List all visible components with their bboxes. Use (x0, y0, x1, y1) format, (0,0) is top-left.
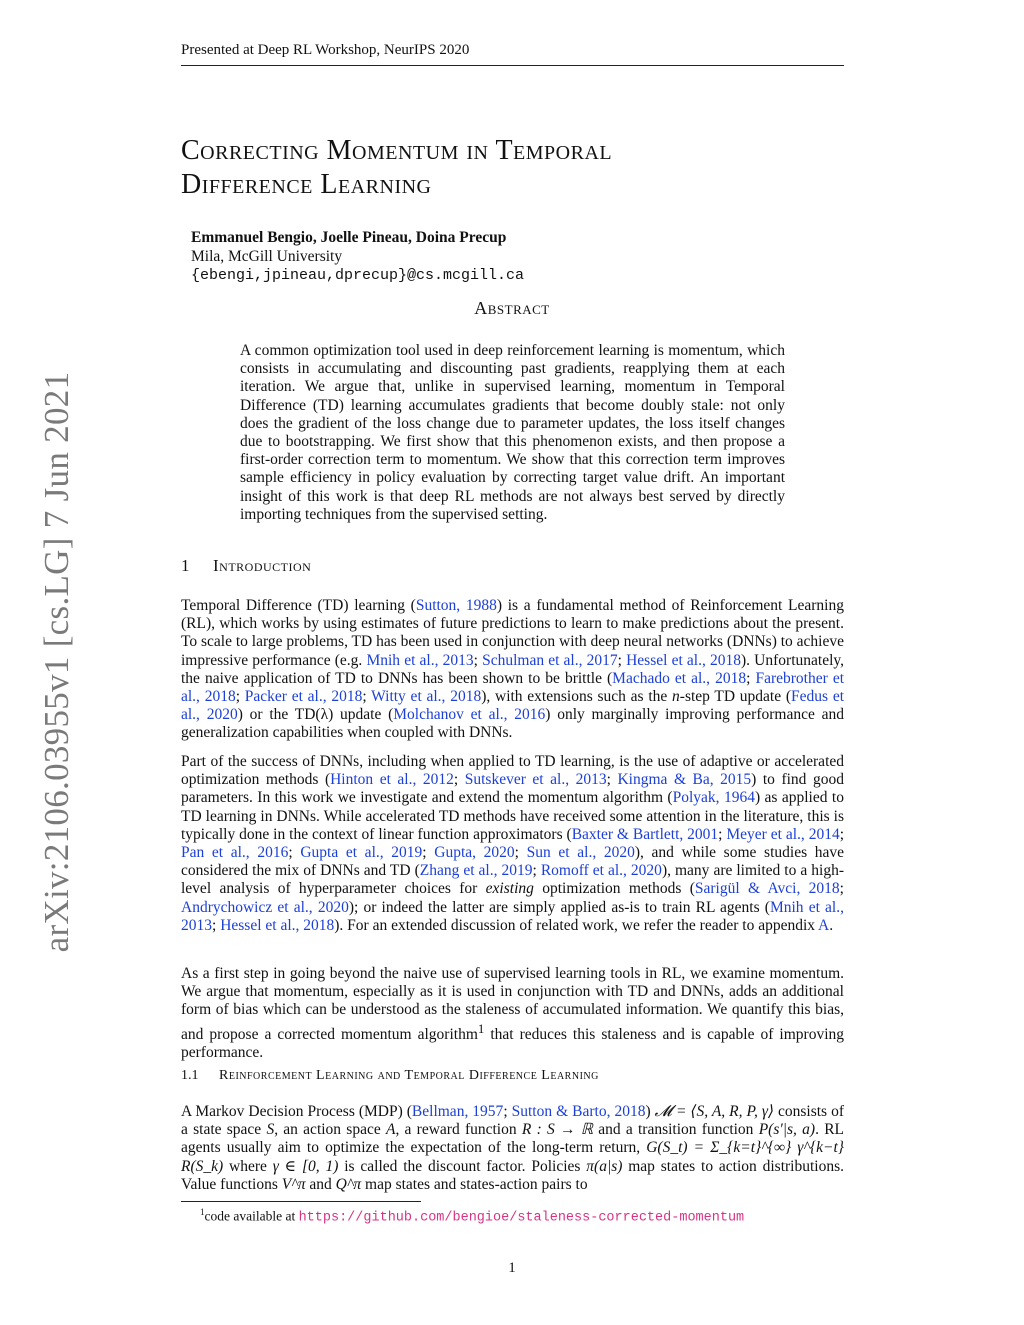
math-inline: γ ∈ [0, 1) (272, 1157, 339, 1175)
citation-link[interactable]: Bellman, 1957 (411, 1103, 504, 1120)
citation-link[interactable]: Sutton & Barto, 2018 (511, 1103, 646, 1120)
math-inline: G(S_t) = Σ_{k=t}^{∞} γ^{k−t} R(S_k) (181, 1139, 844, 1175)
citation-link[interactable]: Molchanov et al., 2016 (393, 706, 546, 724)
citation-link[interactable]: Gupta, 2020 (434, 844, 515, 862)
subsection-heading (181, 1068, 599, 1084)
title-line-2: Difference Learning (181, 169, 432, 200)
math-inline: R : S → ℝ (521, 1121, 593, 1139)
intro-paragraph-2: Part of the success of DNNs, including when applied to TD learning, is the use of adaptive or accelerated optimization methods (Hinton et al., 2012; Sutskever et al., 2013; Kingma & Ba, 2015) to find good parameters. In this work we investigate and extend the momentum algorithm (Polyak, 1964) as applied to TD learning in DNNs. While accelerated TD methods have received some attention in the literature, this is typically done in the context of linear function approximators (Baxter & Bartlett, 2001; Meyer et al., 2014; Pan et al., 2016; Gupta et al., 2019; Gupta, 2020; Sun et al., 2020), and while some studies have considered the mix of DNNs and TD (Zhang et al., 2019; Romoff et al., 2020), many are limited to a high-level analysis of hyperparameter choices for existing optimization methods (Sarigül & Avci, 2018; Andrychowicz et al., 2020); or indeed the latter are simply applied as-is to train RL agents (Mnih et al., 2013; Hessel et al., 2018). For an extended discussion of related work, we refer the reader to appendix A. (181, 753, 845, 934)
math-inline: V^π (281, 1175, 306, 1193)
footnote-marker[interactable]: 1 (477, 1020, 485, 1036)
citation-link[interactable]: Polyak, 1964 (672, 789, 755, 807)
venue-header: Presented at Deep RL Workshop, NeurIPS 2020 (181, 42, 844, 66)
citation-link[interactable]: Baxter & Bartlett, 2001 (571, 825, 719, 843)
citation-link[interactable]: Machado et al., 2018 (612, 669, 747, 687)
abstract-text: A common optimization tool used in deep reinforcement learning is momentum, which consists in accumulating and discounting past gradients, reapplying them at each iteration. We argue that, unlike in supervised learning, momentum in Temporal Difference (TD) learning accumulates gradients that become doubly stale: not only does the gradient of the loss change due to parameter updates, the loss itself changes due to bootstrapping. We first show that this phenomenon exists, and then propose a first-order correction term to momentum. We show that this correction term improves sample efficiency in policy evaluation by correcting target value drift. An important insight of this work is that deep RL methods are not always best served by directly importing techniques from the supervised setting. (240, 342, 785, 523)
footnote-mark: 1 (200, 1207, 205, 1217)
citation-link[interactable]: Zhang et al., 2019 (419, 862, 533, 880)
math-inline: S (266, 1121, 275, 1139)
citation-link[interactable]: Schulman et al., 2017 (482, 651, 618, 669)
code-url-link[interactable]: https://github.com/bengioe/staleness-corrected-momentum (298, 1210, 745, 1226)
citation-link[interactable]: Gupta et al., 2019 (300, 844, 423, 862)
citation-link[interactable]: Kingma & Ba, 2015 (617, 771, 752, 789)
citation-link[interactable]: Fedus et al., 2020 (181, 688, 845, 724)
subsection-number: 1.1 (181, 1068, 199, 1083)
section-title: Introduction (213, 556, 312, 575)
footnote (200, 1207, 744, 1226)
citation-link[interactable]: Sutskever et al., 2013 (464, 771, 607, 789)
citation-link[interactable]: Hessel et al., 2018 (220, 916, 335, 934)
citation-link[interactable]: Pan et al., 2016 (181, 844, 289, 862)
author-block (191, 228, 524, 285)
citation-link[interactable]: Hessel et al., 2018 (626, 651, 741, 669)
title-line-1: Correcting Momentum in Temporal (181, 135, 613, 166)
affiliation: Mila, McGill University (191, 248, 343, 265)
appendix-link[interactable]: A (818, 916, 830, 934)
math-inline: n (672, 688, 680, 706)
emphasis: existing (485, 880, 534, 898)
intro-paragraph-1: Temporal Difference (TD) learning (Sutton, 1988) is a fundamental method of Reinforcement Learning (RL), which works by using estimates of future predictions to learn to make predictions about the present. To scale to large problems, TD has been used in conjunction with deep neural networks (DNNs) to achieve impressive performance (e.g. Mnih et al., 2013; Schulman et al., 2017; Hessel et al., 2018). Unfortunately, the naive application of TD to DNNs has been shown to be brittle (Machado et al., 2018; Farebrother et al., 2018; Packer et al., 2018; Witty et al., 2018), with extensions such as the n-step TD update (Fedus et al., 2020) or the TD(λ) update (Molchanov et al., 2016) only marginally improving performance and generalization capabilities when coupled with DNNs. (181, 597, 845, 742)
citation-link[interactable]: Witty et al., 2018 (371, 688, 482, 706)
citation-link[interactable]: Meyer et al., 2014 (726, 825, 840, 843)
math-inline: A (385, 1121, 396, 1139)
section-heading-introduction (181, 556, 311, 576)
footnote-divider (181, 1201, 421, 1202)
page-number: 1 (508, 1260, 516, 1276)
subsection-title: Reinforcement Learning and Temporal Difference Learning (219, 1068, 599, 1083)
citation-link[interactable]: Mnih et al., 2013 (366, 651, 474, 669)
abstract-heading: Abstract (474, 298, 550, 318)
math-inline: 𝓜 = ⟨S, A, R, P, γ⟩ (654, 1103, 774, 1120)
math-inline: Q^π (335, 1175, 362, 1193)
author-emails: {ebengi,jpineau,dprecup}@cs.mcgill.ca (191, 267, 525, 284)
footnote-text: code available at (204, 1208, 299, 1224)
author-names: Emmanuel Bengio, Joelle Pineau, Doina Precup (191, 229, 507, 246)
citation-link[interactable]: Sutton, 1988 (415, 597, 497, 614)
citation-link[interactable]: Packer et al., 2018 (244, 688, 363, 706)
citation-link[interactable]: Hinton et al., 2012 (330, 771, 454, 789)
paper-title (181, 134, 844, 202)
citation-link[interactable]: Sarigül & Avci, 2018 (694, 880, 840, 898)
citation-link[interactable]: Mnih et al., 2013 (181, 898, 844, 934)
intro-paragraph-3: As a first step in going beyond the naive use of supervised learning tools in RL, we examine momentum. We argue that momentum, especially as it is used in conjunction with TD and DNNs, adds an additional form of bias which can be understood as the staleness of accumulated information. We quantify this bias, and propose a corrected momentum algorithm$^1$ that reduces this staleness and is capable of improving performance. (181, 965, 844, 1061)
math-inline: P(s′|s, a) (758, 1121, 816, 1139)
mdp-paragraph: A Markov Decision Process (MDP) (Bellman, 1957; Sutton & Barto, 2018) 𝓜 = ⟨S, A, R, P, γ⟩ consists of a state space S, an action space A, a reward function R : S → ℝ and a transition function P(s′|s, a). RL agents usually aim to optimize the expectation of the long-term return, G(S_t) = Σ_{k=t}^{∞} γ^{k−t} R(S_k) where γ ∈ [0, 1) is called the discount factor. Policies π(a|s) map states to action distributions. Value functions V^π and Q^π map states and states-action pairs to (181, 1103, 845, 1193)
citation-link[interactable]: Romoff et al., 2020 (540, 862, 662, 880)
citation-link[interactable]: Farebrother et al., 2018 (181, 669, 844, 706)
citation-link[interactable]: Sun et al., 2020 (526, 844, 635, 862)
citation-link[interactable]: Andrychowicz et al., 2020 (181, 898, 349, 916)
math-inline: π(a|s) (586, 1157, 623, 1175)
section-number: 1 (181, 556, 190, 575)
arxiv-identifier: arXiv:2106.03955v1 [cs.LG] 7 Jun 2021 (37, 371, 76, 953)
